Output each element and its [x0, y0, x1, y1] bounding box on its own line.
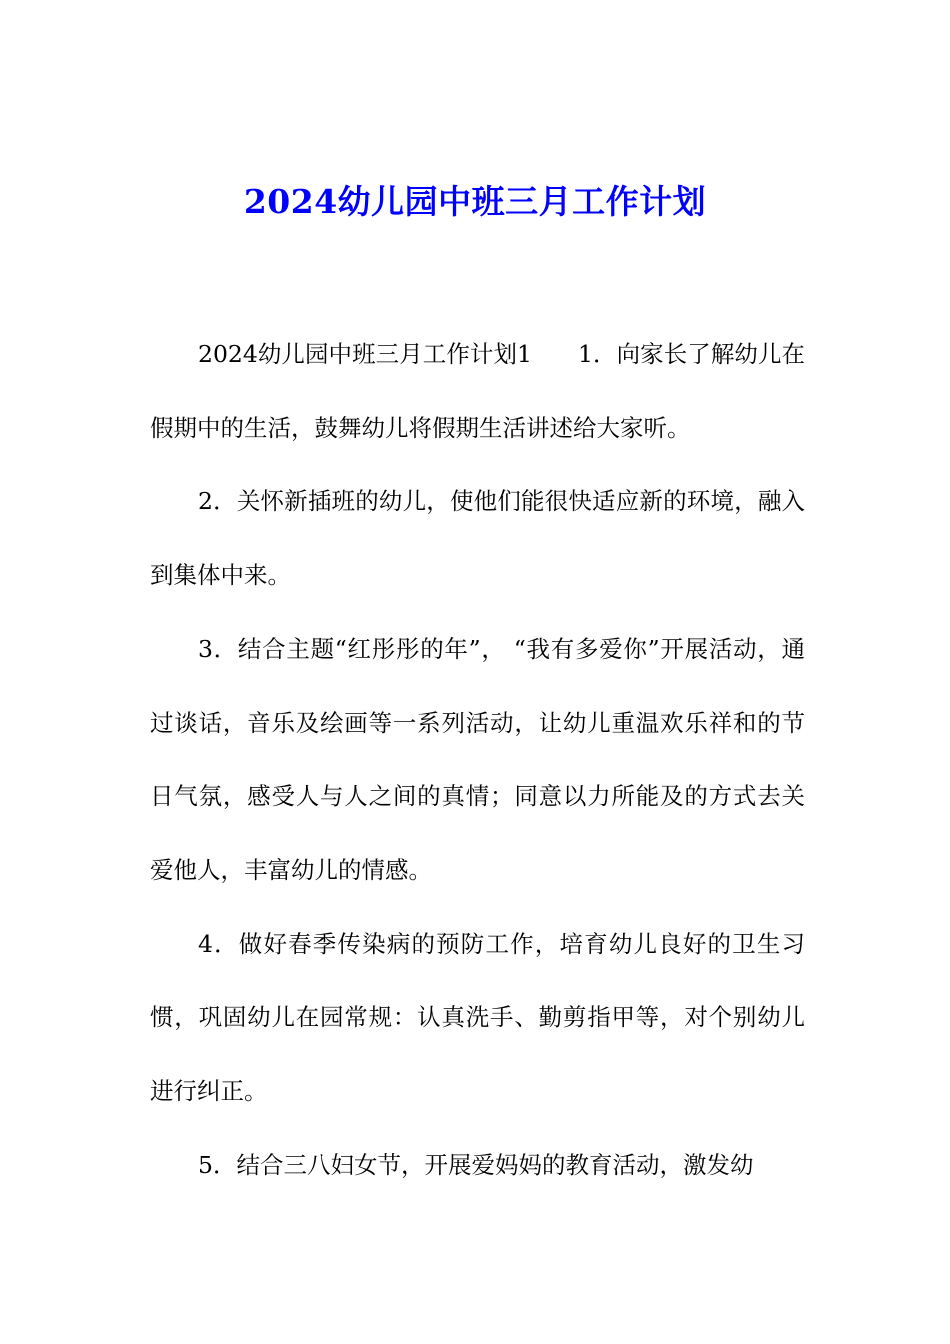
paragraph-4: 4．做好春季传染病的预防工作，培育幼儿良好的卫生习惯，巩固幼儿在园常规：认真洗手、勤剪指甲等，对个别幼儿进行纠正。: [150, 929, 805, 1106]
paragraph-3: 3．结合主题“红彤彤的年”， “我有多爱你”开展活动，通过谈话，音乐及绘画等一系列活动，让幼儿重温欢乐祥和的节日气氛，感受人与人之间的真情；同意以力所能及的方式去关爱他人，丰富幼儿的情感。: [150, 634, 805, 884]
paragraph-1: [150, 318, 805, 465]
document-body: [150, 318, 805, 1202]
paragraph-2: 2．关怀新插班的幼儿，使他们能很快适应新的环境，融入到集体中来。: [150, 487, 805, 590]
paragraph-5: 5．结合三八妇女节，开展爱妈妈的教育活动，激发幼: [198, 1150, 754, 1179]
document-title: 2024幼儿园中班三月工作计划: [243, 182, 707, 221]
paragraph-1-text: 1．向家长了解幼儿在假期中的生活，鼓舞幼儿将假期生活讲述给大家听。: [150, 340, 806, 442]
section-heading: 2024幼儿园中班三月工作计划1: [198, 340, 532, 368]
